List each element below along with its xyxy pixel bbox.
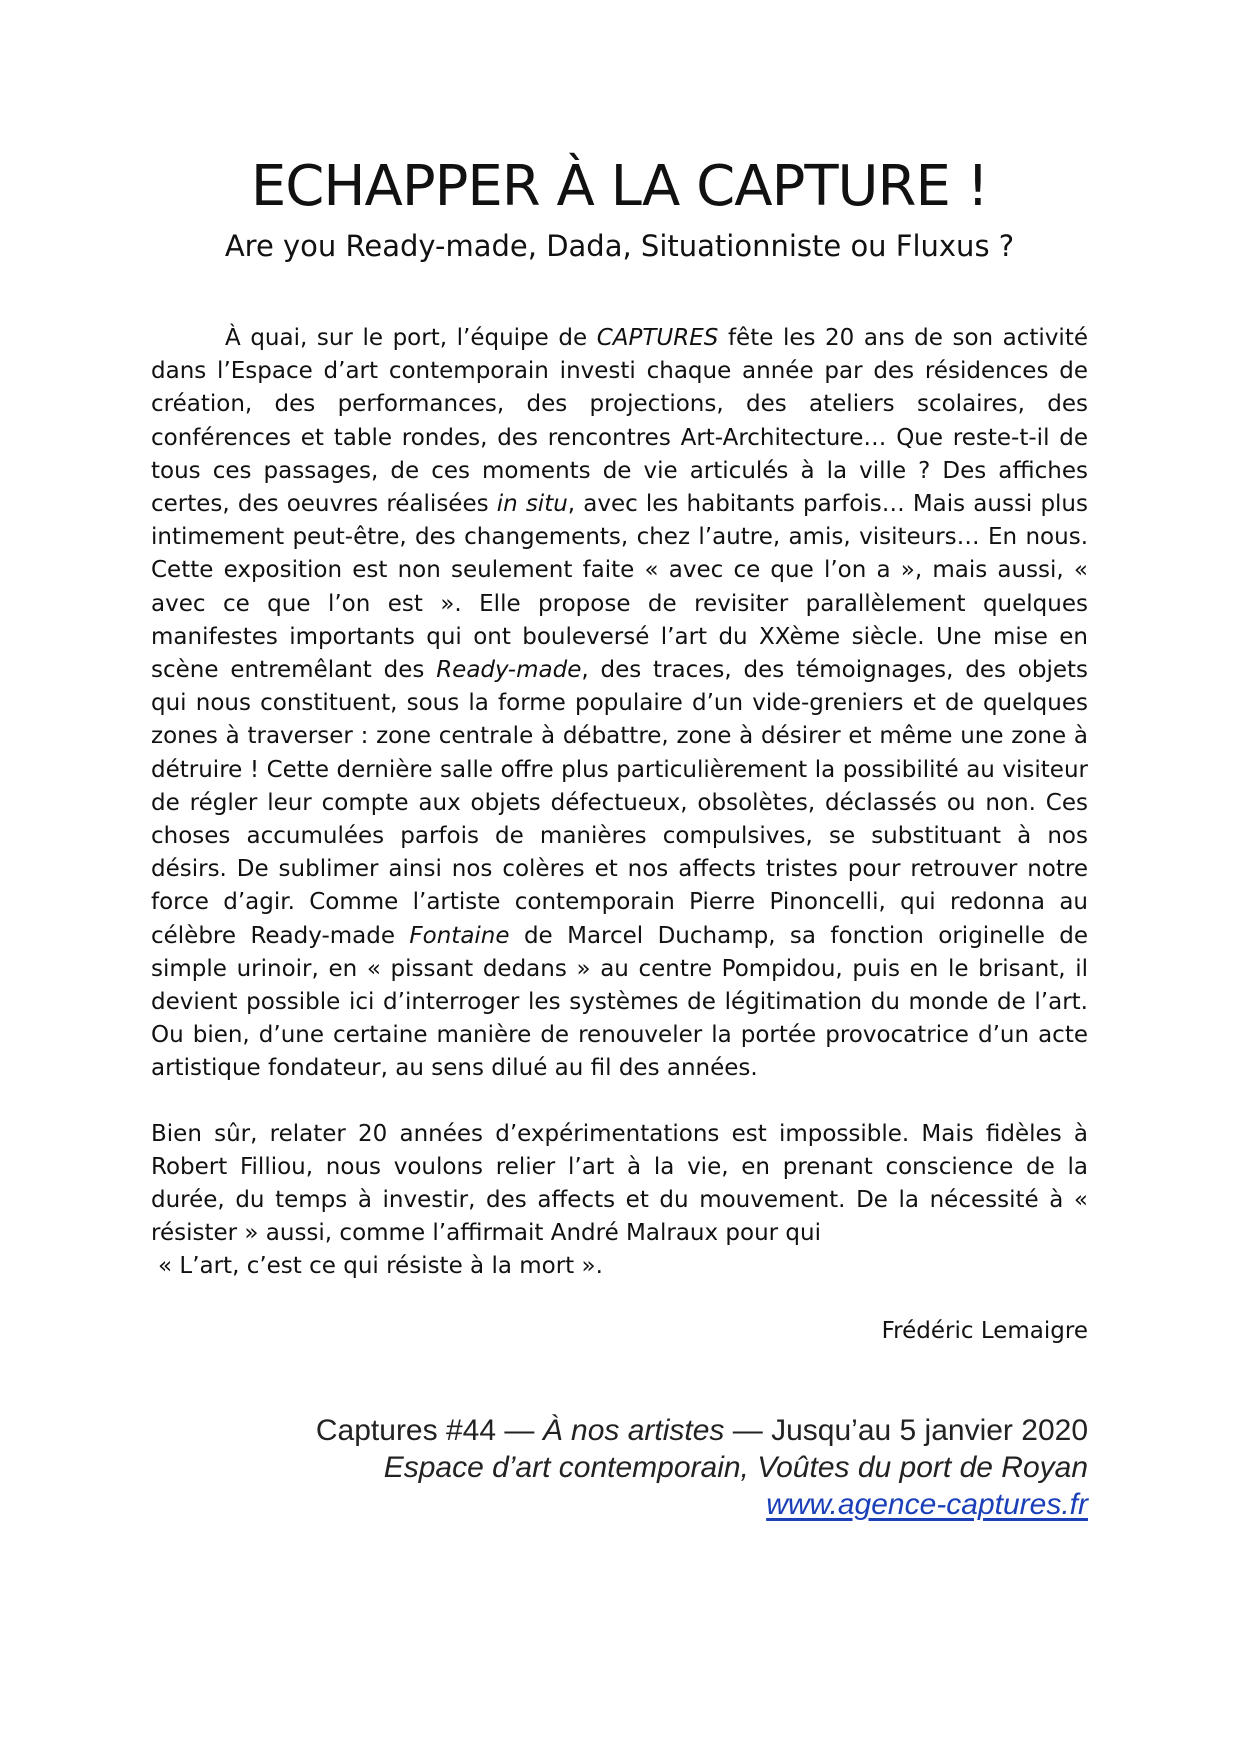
exhibition-name: À nos artistes [542, 1414, 725, 1447]
venue-line: Espace d’art contemporain, Voûtes du port de Royan [383, 1451, 1088, 1484]
paragraph-1 [151, 322, 1088, 1086]
website-link[interactable]: www.agence-captures.fr [766, 1488, 1088, 1521]
paragraph-1-text: , avec les habitants parfois… Mais aussi plus intimement peut-être, des changements, chez l’autre, amis, visiteurs… En nous. Cette exposition est non seulement faite « avec ce que l’on a », mais aussi, « avec ce que l’on est ». Elle propose de revisiter parallèlement quelques manifestes importants qui ont bouleversé l’art du XXème siècle. Une mise en scène entremêlant des [151, 491, 1088, 684]
author-signature: Frédéric Lemaigre [881, 1318, 1088, 1344]
captures-emphasis: CAPTURES [596, 325, 719, 351]
malraux-quote: « L’art, c’est ce qui résiste à la mort ». [158, 1253, 603, 1280]
article-body [151, 322, 1088, 1284]
exhibition-footer [316, 1412, 1088, 1523]
paragraph-1-text: fête les 20 ans de son activité dans l’Espace d’art contemporain investi chaque année par des résidences de création, des performances, des projections, des ateliers scolaires, des conférences et table rondes, des rencontres Art-Architecture… Que reste-t-il de tous ces passages, de ces moments de vie articulés à la ville ? Des affiches certes, des oeuvres réalisées [151, 325, 1088, 518]
page-subtitle: Are you Ready-made, Dada, Situationniste ou Fluxus ? [224, 229, 1015, 263]
paragraph-2: Bien sûr, relater 20 années d’expérimentations est impossible. Mais fidèles à Robert Filliou, nous voulons relier l’art à la vie, en prenant conscience de la durée, du temps à investir, des affects et du mouvement. De la nécessité à « résister » aussi, comme l’affirmait André Malraux pour qui [151, 1120, 1088, 1247]
paragraph-1-text: À quai, sur le port, l’équipe de [225, 325, 597, 351]
paragraph-1-text: de Marcel Duchamp, sa fonction originelle de simple urinoir, en « pissant dedans » au centre Pompidou, puis en le brisant, il devient possible ici d’interroger les systèmes de légitimation du monde de l’art. Ou bien, d’une certaine manière de renouveler la portée provocatrice d’un acte artistique fondateur, au sens dilué au fil des années. [151, 922, 1089, 1082]
ready-made-emphasis: Ready-made [436, 657, 582, 684]
exhibition-number: Captures #44 — [315, 1414, 543, 1447]
in-situ-emphasis: in situ [496, 491, 568, 518]
page-title: ECHAPPER À LA CAPTURE ! [250, 154, 989, 219]
paragraph-1-text: , des traces, des témoignages, des objets qui nous constituent, sous la forme populaire d’un vide-greniers et de quelques zones à traverser : zone centrale à débattre, zone à désirer et même une zone à détruire ! Cette dernière salle offre plus particulièrement la possibilité au visiteur de régler leur compte aux objets défectueux, obsolètes, déclassés ou non. Ces choses accumulées parfois de manières compulsives, se substituant à nos désirs. De sublimer ainsi nos colères et nos affects tristes pour retrouver notre force d’agir. Comme l’artiste contemporain Pierre Pinoncelli, qui redonna au célèbre Ready-made [151, 657, 1088, 949]
exhibition-title-line [316, 1412, 1088, 1449]
fontaine-emphasis: Fontaine [409, 922, 510, 949]
exhibition-dates: — Jusqu’au 5 janvier 2020 [724, 1414, 1088, 1447]
